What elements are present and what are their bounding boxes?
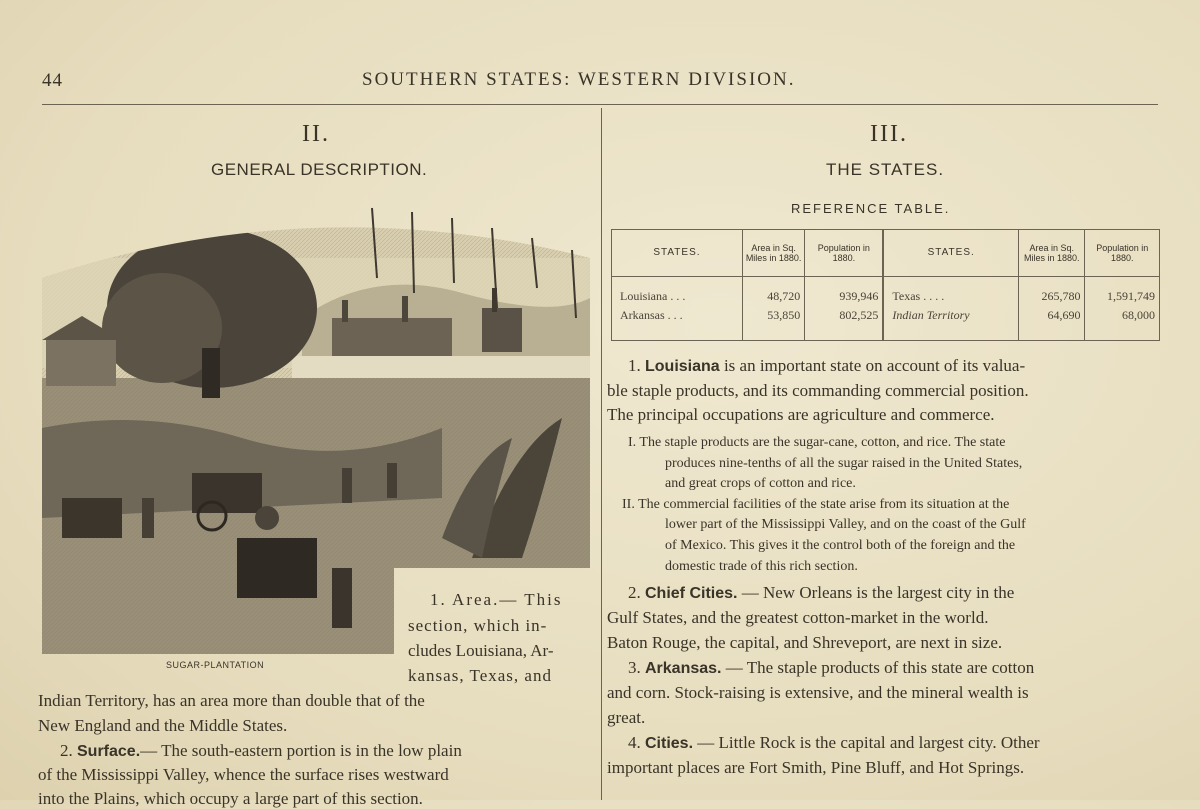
reference-table-title: REFERENCE TABLE. xyxy=(791,201,951,216)
chief-cities-heading: Chief Cities. xyxy=(645,585,738,602)
surface-paragraph-line: of the Mississippi Valley, whence the surface rises westward xyxy=(38,765,449,784)
louisiana-heading: Louisiana xyxy=(645,358,720,375)
paragraph-number: 2. xyxy=(628,583,641,602)
section-numeral-left: II. xyxy=(302,121,330,147)
surface-number: 2. xyxy=(60,741,73,760)
table-header: Area in Sq. Miles in 1880. xyxy=(742,230,804,277)
chief-cities-text: — New Orleans is the largest city in the xyxy=(737,583,1015,602)
paragraph-number: 4. xyxy=(628,733,641,752)
section-numeral-right: III. xyxy=(870,121,908,147)
chief-cities-paragraph-line: Baton Rouge, the capital, and Shreveport, are next in size. xyxy=(607,633,1003,652)
header-rule xyxy=(42,104,1158,105)
page-number: 44 xyxy=(42,70,63,91)
note-line: of Mexico. This gives it the control both of the foreign and the xyxy=(665,538,1016,553)
table-header: Population in 1880. xyxy=(1085,230,1160,277)
table-header: Area in Sq. Miles in 1880. xyxy=(1019,230,1085,277)
arkansas-paragraph-line xyxy=(628,658,1034,678)
paragraph-number: 3. xyxy=(628,658,641,677)
surface-text: — The south-eastern portion is in the low plain xyxy=(140,741,462,760)
running-head: SOUTHERN STATES: WESTERN DIVISION. xyxy=(362,69,796,90)
cities-text: — Little Rock is the capital and largest city. Other xyxy=(693,733,1040,752)
surface-paragraph-line: into the Plains, which occupy a large part of this section. xyxy=(38,789,423,808)
cities-paragraph-line xyxy=(628,733,1040,753)
table-cell: Texas . . . . Indian Territory xyxy=(883,277,1018,341)
table-header: STATES. xyxy=(883,230,1018,277)
arkansas-paragraph-line: great. xyxy=(607,708,646,727)
area-paragraph-line: Indian Territory, has an area more than double that of the xyxy=(38,691,425,710)
cities-paragraph-line: important places are Fort Smith, Pine Bluff, and Hot Springs. xyxy=(607,758,1025,777)
table-row xyxy=(612,277,1160,341)
louisiana-text: is an important state on account of its valua- xyxy=(719,356,1026,375)
surface-paragraph-line xyxy=(60,741,462,761)
louisiana-paragraph-line: ble staple products, and its commanding commercial position. xyxy=(607,381,1029,400)
section-title-right: THE STATES. xyxy=(826,160,945,179)
surface-heading: Surface. xyxy=(77,743,141,760)
table-header: STATES. xyxy=(612,230,743,277)
sugar-plantation-illustration xyxy=(42,198,590,654)
section-title-left: GENERAL DESCRIPTION. xyxy=(211,160,428,179)
arkansas-paragraph-line: and corn. Stock-raising is extensive, and the mineral wealth is xyxy=(607,683,1029,702)
chief-cities-paragraph-line: Gulf States, and the greatest cotton-market in the world. xyxy=(607,608,989,627)
cities-heading: Cities. xyxy=(645,735,694,752)
table-cell: 939,946 802,525 xyxy=(805,277,884,341)
area-paragraph-line: section, which in- xyxy=(408,616,548,635)
column-divider xyxy=(601,108,602,800)
area-paragraph-line: New England and the Middle States. xyxy=(38,716,288,735)
paragraph-number: 1. xyxy=(628,356,641,375)
note-line: domestic trade of this rich section. xyxy=(665,559,858,574)
area-text: — This xyxy=(499,590,563,609)
area-paragraph-line xyxy=(430,590,563,610)
illustration-caption: SUGAR-PLANTATION xyxy=(166,660,265,670)
table-cell: 265,780 64,690 xyxy=(1019,277,1085,341)
chief-cities-paragraph-line xyxy=(628,583,1014,603)
table-header: Population in 1880. xyxy=(805,230,884,277)
louisiana-paragraph-line: The principal occupations are agriculture and commerce. xyxy=(607,405,995,424)
arkansas-text: — The staple products of this state are cotton xyxy=(721,658,1035,677)
area-paragraph-line: cludes Louisiana, Ar- xyxy=(408,641,554,660)
note-line: lower part of the Mississippi Valley, and on the coast of the Gulf xyxy=(665,517,1026,532)
note-line: II. The commercial facilities of the state arise from its situation at the xyxy=(622,497,1010,512)
reference-table xyxy=(611,229,1160,341)
arkansas-heading: Arkansas. xyxy=(645,660,722,677)
note-line: and great crops of cotton and rice. xyxy=(665,476,856,491)
table-header-row xyxy=(612,230,1160,277)
area-paragraph-line: kansas, Texas, and xyxy=(408,666,552,685)
note-line: produces nine-tenths of all the sugar raised in the United States, xyxy=(665,456,1023,471)
note-line: I. The staple products are the sugar-cane, cotton, and rice. The state xyxy=(628,435,1006,450)
table-cell: 48,720 53,850 xyxy=(742,277,804,341)
table-cell: Louisiana . . . Arkansas . . . xyxy=(620,289,686,322)
louisiana-paragraph-line xyxy=(628,356,1025,376)
area-heading: 1. Area. xyxy=(430,590,500,609)
table-cell: 1,591,749 68,000 xyxy=(1085,277,1160,341)
